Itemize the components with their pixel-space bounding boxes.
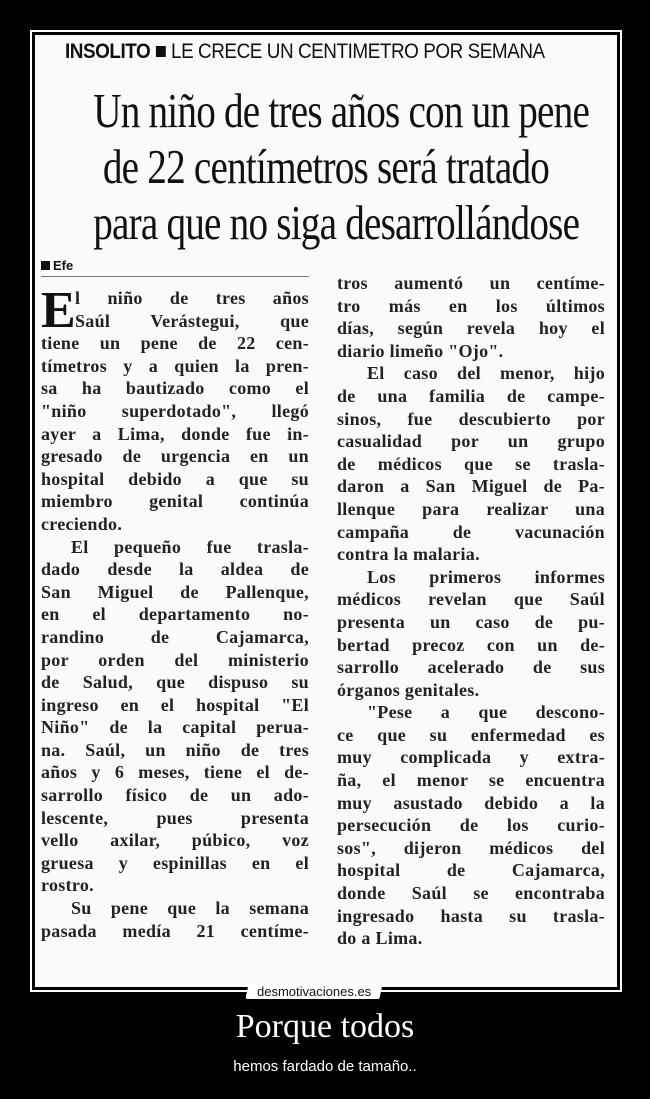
article-line: Su pene que la semana [71, 898, 309, 919]
article-line: ayer a Lima, donde fue in- [41, 423, 309, 444]
poster-subtitle: hemos fardado de tamaño.. [233, 1058, 417, 1075]
article-line: hospital debido a que su [41, 468, 309, 489]
article-column-left [41, 282, 309, 942]
article-line: hospital de Cajamarca, [337, 860, 605, 881]
article-line: de médicos que se trasla- [337, 453, 605, 474]
article-line: creciendo. [41, 513, 123, 534]
watermark-logo[interactable] [245, 984, 382, 999]
article-line: persecución de los curio- [337, 815, 605, 836]
article-line: gresado de urgencia en un [41, 446, 309, 467]
article-line: Los primeros informes [367, 566, 605, 587]
watermark-text: desmotivaciones.es [257, 984, 372, 999]
byline-text: Efe [53, 258, 74, 273]
article-line: casualidad por un grupo [337, 431, 605, 452]
headline [35, 83, 617, 251]
article-line: daron a San Miguel de Pa- [337, 476, 605, 497]
kicker [65, 40, 551, 64]
article-line: San Miguel de Pallenque, [41, 581, 309, 602]
article-line: gruesa y espinillas en el [41, 852, 309, 873]
article-column-right [337, 272, 605, 950]
article-line: ingresado hasta su trasla- [337, 905, 605, 926]
article-line: sa ha bautizado como el [41, 378, 309, 399]
article-line: días, según revela hoy el [337, 318, 605, 339]
poster-title: Porque todos [235, 1008, 415, 1045]
article-line: dado desde la aldea de [41, 559, 309, 580]
poster-frame [30, 30, 622, 992]
article-line: ña, el menor se encuentra [337, 770, 605, 791]
article-line: Niño" de la capital perua- [41, 717, 309, 738]
kicker-section: INSOLITO [65, 40, 151, 63]
article-line: ingreso en el hospital "El [41, 694, 309, 715]
article-line: vello axilar, púbico, voz [41, 830, 309, 851]
article-line: sarrollo físico de un ado- [41, 785, 309, 806]
article-line: "niño superdotado", llegó [41, 400, 309, 421]
article-line: El caso del menor, hijo [367, 363, 605, 384]
article-line: llenque para realizar una [337, 498, 605, 519]
headline-line: para que no siga desarrollándose [93, 195, 580, 250]
article-line: presenta un caso de pu- [337, 611, 605, 632]
article-line: rostro. [41, 875, 94, 896]
article-line: contra la malaria. [337, 544, 480, 565]
article-line: órganos genitales. [337, 679, 480, 700]
article-line: pasada medía 21 centíme- [41, 920, 309, 941]
article-line: por orden del ministerio [41, 649, 309, 670]
article-line: en el departamento no- [41, 604, 309, 625]
article-line: bertad precoz con un de- [337, 634, 605, 655]
article-line: "Pese a que descono- [367, 702, 605, 723]
article-line: campaña de vacunación [337, 521, 605, 542]
article-line: muy asustado debido a la [337, 792, 605, 813]
headline-line: de 22 centímetros será tratado [102, 139, 550, 194]
byline [41, 258, 309, 277]
article-line: sos", dijeron médicos del [337, 837, 605, 858]
article-line: Saúl Verástegui, que [75, 310, 309, 331]
article-line: tiene un pene de 22 cen- [41, 333, 309, 354]
newspaper-clipping [35, 35, 617, 987]
article-line: médicos revelan que Saúl [337, 589, 605, 610]
article-line: na. Saúl, un niño de tres [41, 739, 309, 760]
article-line: tro más en los últimos [337, 295, 605, 316]
article-line: l niño de tres años [75, 288, 309, 308]
kicker-text: LE CRECE UN CENTIMETRO POR SEMANA [171, 40, 545, 63]
article-line: años y 6 meses, tiene el de- [41, 762, 309, 783]
article-line: do a Lima. [337, 928, 423, 949]
article-line: sinos, fue descubierto por [337, 408, 605, 429]
drop-cap: E [41, 282, 76, 339]
article-line: sarrollo acelerado de sus [337, 657, 605, 678]
article-line: El pequeño fue trasla- [71, 536, 309, 557]
article-line: muy complicada y extra- [337, 747, 605, 768]
square-bullet-icon [41, 261, 50, 270]
square-bullet-icon [156, 46, 166, 57]
article-line: diario limeño "Ojo". [337, 340, 504, 361]
article-line: miembro genital continúa [41, 491, 309, 512]
article-line: de una familia de campe- [337, 385, 605, 406]
article-line: de Salud, que dispuso su [41, 672, 309, 693]
article-line: tímetros y a quien la pren- [41, 355, 309, 376]
article-line: lescente, pues presenta [41, 807, 309, 828]
article-line: donde Saúl se encontraba [337, 883, 605, 904]
article-line: ce que su enfermedad es [337, 724, 605, 745]
article-line: tros aumentó un centíme- [337, 273, 605, 293]
article-line: randino de Cajamarca, [41, 626, 309, 647]
headline-line: Un niño de tres años con un pene [93, 83, 590, 138]
